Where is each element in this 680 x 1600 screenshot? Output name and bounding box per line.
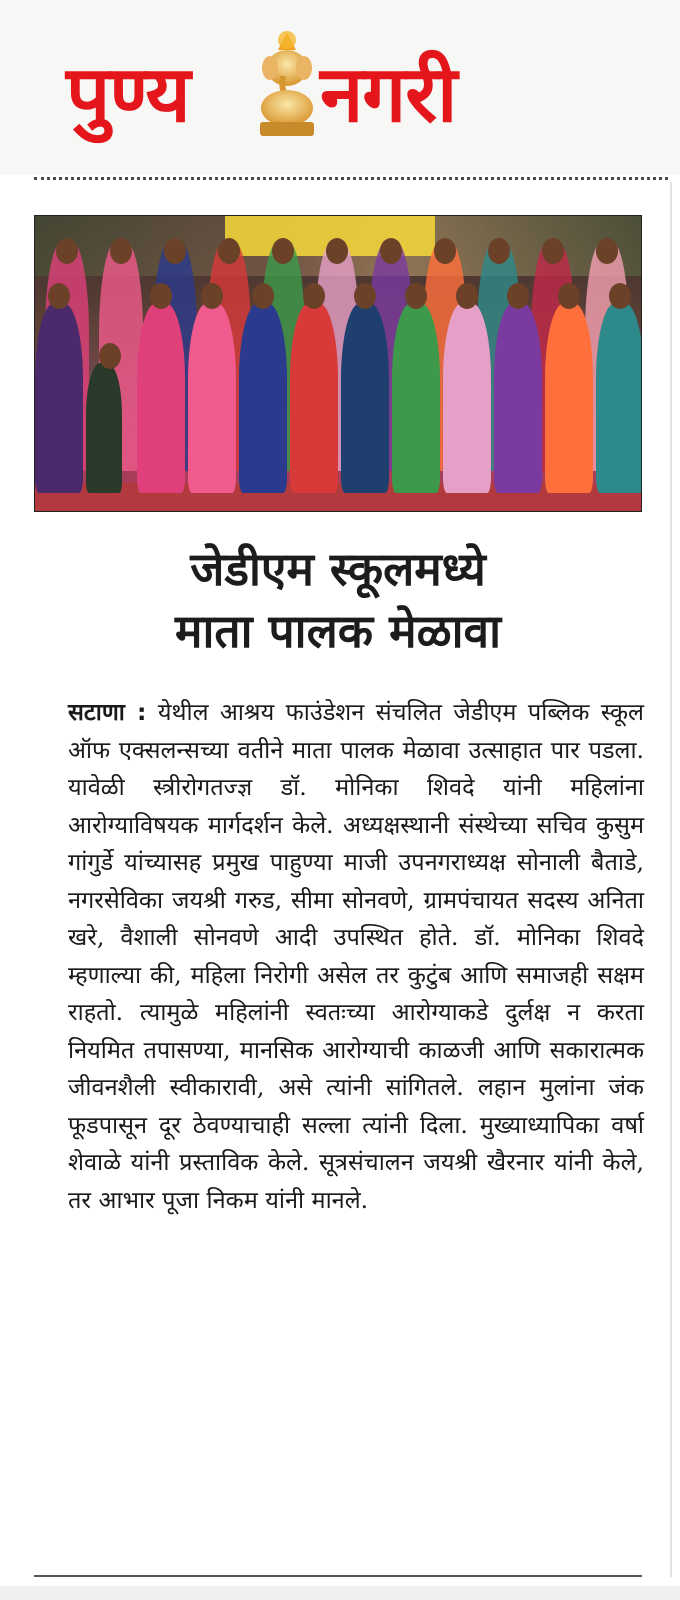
photo-figure-head	[218, 238, 240, 264]
photo-figure-head	[488, 238, 510, 264]
article-body-text: येथील आश्रय फाउंडेशन संचलित जेडीएम पब्लिक स्कूल ऑफ एक्सलन्सच्या वतीने माता पालक मेळावा उत्साहात पार पडला. यावेळी स्त्रीरोगतज्ज्ञ डॉ. मोनिका शिवदे यांनी महिलांना आरोग्याविषयक मार्गदर्शन केले. अध्यक्षस्थानी संस्थेच्या सचिव कुसुम गांगुर्डे यांच्यासह प्रमुख पाहुण्या माजी उपनगराध्यक्ष सोनाली बैताडे, नगरसेविका जयश्री गरुड, सीमा सोनवणे, ग्रामपंचायत सदस्य अनिता खरे, वैशाली सोनवणे आदी उपस्थित होते. डॉ. मोनिका शिवदे म्हणाल्या की, महिला निरोगी असेल तर कुटुंब आणि समाजही सक्षम राहतो. त्यामुळे महिलांनी स्वतःच्या आरोग्याकडे दुर्लक्ष न करता नियमित तपासण्या, मानसिक आरोग्याची काळजी आणि सकारात्मक जीवनशैली स्वीकारावी, असे त्यांनी सांगितले. लहान मुलांना जंक फूडपासून दूर ठेवण्याचाही सल्ला त्यांनी दिला. मुख्याध्यापिका वर्षा शेवाळे यांनी प्रस्ताविक केले. सूत्रसंचालन जयश्री खैरनार यांनी केले, तर आभार पूजा निकम यांनी मानले.	[68, 698, 644, 1214]
photo-figure-head	[405, 283, 427, 309]
article-body	[68, 694, 644, 1219]
logo-text-right: नगरी	[320, 50, 457, 140]
photo-figure-head	[354, 283, 376, 309]
bottom-divider	[34, 1575, 642, 1577]
photo-figure-head	[272, 238, 294, 264]
photo-figure	[596, 303, 642, 493]
photo-figure-head	[596, 238, 618, 264]
newspaper-masthead	[0, 0, 680, 175]
logo-text-left: पुण्य	[66, 50, 190, 140]
column-rule	[670, 182, 672, 1577]
photo-figure	[188, 303, 236, 493]
photo-figure-man	[341, 303, 389, 493]
headline-line-1: जेडीएम स्कूलमध्ये	[190, 542, 486, 596]
group-photo	[34, 215, 642, 512]
dotted-divider	[34, 177, 668, 180]
photo-figure-child	[86, 363, 122, 493]
photo-figure-head	[99, 343, 121, 369]
photo-figure-head	[150, 283, 172, 309]
photo-figure-head	[252, 283, 274, 309]
photo-figure-head	[558, 283, 580, 309]
photo-figure	[443, 303, 491, 493]
photo-figure	[392, 303, 440, 493]
headline-line-2: माता पालक मेळावा	[174, 604, 501, 658]
photo-figure	[545, 303, 593, 493]
photo-figure-head	[201, 283, 223, 309]
photo-figure-head	[110, 238, 132, 264]
photo-figure	[35, 303, 83, 493]
photo-figure-head	[434, 238, 456, 264]
article-headline	[34, 538, 642, 662]
photo-figure	[290, 303, 338, 493]
photo-figure-head	[380, 238, 402, 264]
article-dateline: सटाणा :	[68, 698, 147, 726]
photo-figure-head	[326, 238, 348, 264]
footer-band	[0, 1586, 680, 1600]
photo-figure-head	[56, 238, 78, 264]
photo-figure-head	[542, 238, 564, 264]
photo-figure	[137, 303, 185, 493]
photo-figure-head	[164, 238, 186, 264]
photo-figure	[239, 303, 287, 493]
photo-figure-head	[507, 283, 529, 309]
photo-figure-head	[48, 283, 70, 309]
photo-figure-head	[609, 283, 631, 309]
photo-figure	[494, 303, 542, 493]
photo-figure-head	[456, 283, 478, 309]
photo-figure-head	[303, 283, 325, 309]
ganesha-idol-icon	[250, 28, 324, 140]
